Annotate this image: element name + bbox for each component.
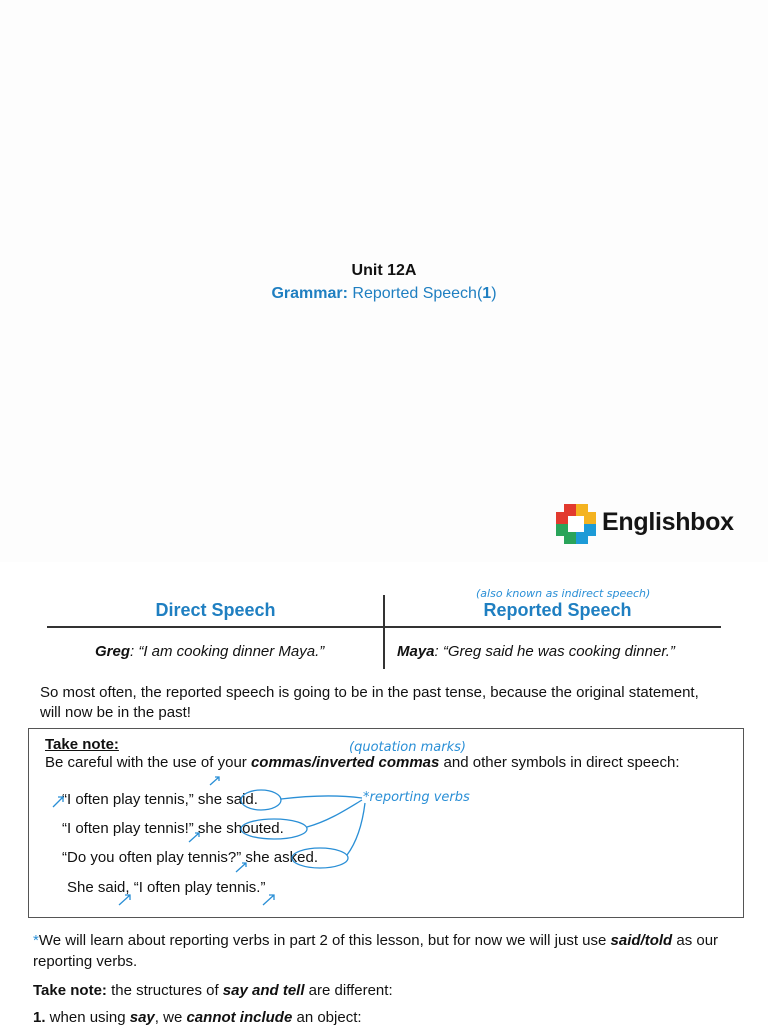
speaker-maya: Maya	[397, 643, 435, 660]
p1-bold: said/told	[610, 932, 673, 949]
take-note-bold: commas/inverted commas	[250, 754, 440, 771]
subtitle-close: )	[491, 285, 497, 302]
link-shouted	[307, 800, 362, 827]
lesson-page	[0, 562, 768, 1024]
reported-speech-header: Reported Speech	[483, 600, 632, 620]
arrow-comma-2	[210, 777, 219, 785]
greg-quote: : “I am cooking dinner Maya.”	[130, 643, 325, 660]
p3-post: an object:	[292, 1009, 362, 1026]
arrow-comma-3	[119, 895, 130, 905]
p3-num: 1.	[33, 1009, 46, 1026]
p1-post: as our reporting verbs.	[33, 932, 719, 970]
englishbox-logo	[556, 503, 746, 547]
p2-post: are different:	[304, 982, 393, 999]
take-note-label: Take note:	[45, 736, 119, 753]
englishbox-logo-icon	[556, 504, 596, 544]
circle-asked	[292, 848, 348, 868]
take-note-box	[28, 728, 744, 918]
subtitle-label: Grammar:	[271, 285, 348, 302]
arrow-question	[236, 863, 246, 872]
circle-said	[241, 790, 281, 810]
maya-quote: : “Greg said he was cooking dinner.”	[434, 643, 675, 660]
say-rule	[33, 1007, 753, 1028]
arrow-comma-1	[53, 797, 63, 807]
p3-say: say	[129, 1009, 155, 1026]
example-asked: “Do you often play tennis?” she asked.	[62, 849, 318, 866]
example-said: “I often play tennis,” she said.	[62, 791, 258, 808]
p2-label: Take note:	[33, 982, 107, 999]
example-said-first: She said, “I often play tennis.”	[67, 879, 266, 896]
unit-title: Unit 12A	[351, 262, 417, 279]
p1-pre: We will learn about reporting verbs in part 2 of this lesson, but for now we will just use	[38, 932, 611, 949]
example-shouted: “I often play tennis!” she shouted.	[62, 820, 284, 837]
p2-bold: say and tell	[222, 982, 305, 999]
quotation-marks-handwritten: (quotation marks)	[349, 740, 466, 755]
take-note-pre: Be careful with the use of your	[45, 754, 251, 771]
circle-shouted	[241, 819, 307, 839]
subtitle-number: 1	[482, 285, 492, 302]
reported-speech-example	[397, 643, 675, 660]
p2-pre: the structures of	[106, 982, 223, 999]
footnote-star: *	[33, 932, 39, 949]
link-said	[281, 796, 362, 799]
speaker-greg: Greg	[95, 643, 131, 660]
link-asked	[347, 803, 365, 855]
lesson-subtitle	[0, 285, 768, 303]
indirect-speech-note: (also known as indirect speech)	[476, 587, 651, 600]
p3-cannot: cannot include	[186, 1009, 293, 1026]
englishbox-wordmark: Englishbox	[602, 508, 734, 536]
say-tell-note	[33, 980, 753, 1001]
p3-mid: , we	[154, 1009, 187, 1026]
arrow-period	[263, 895, 274, 905]
arrow-exclaim	[189, 833, 199, 842]
table-divider-vertical	[383, 595, 385, 669]
past-tense-paragraph: So most often, the reported speech is going to be in the past tense, because the original statement, will now be in the past!	[40, 684, 699, 721]
direct-speech-example	[95, 643, 324, 660]
handwritten-annotations	[29, 729, 743, 917]
subtitle-text: Reported Speech(	[352, 285, 483, 302]
reporting-verbs-paragraph	[33, 930, 753, 972]
direct-speech-header: Direct Speech	[155, 600, 276, 620]
take-note-post: and other symbols in direct speech:	[439, 754, 680, 771]
reporting-verbs-handwritten: *reporting verbs	[363, 790, 470, 805]
p3-pre: when using	[45, 1009, 130, 1026]
